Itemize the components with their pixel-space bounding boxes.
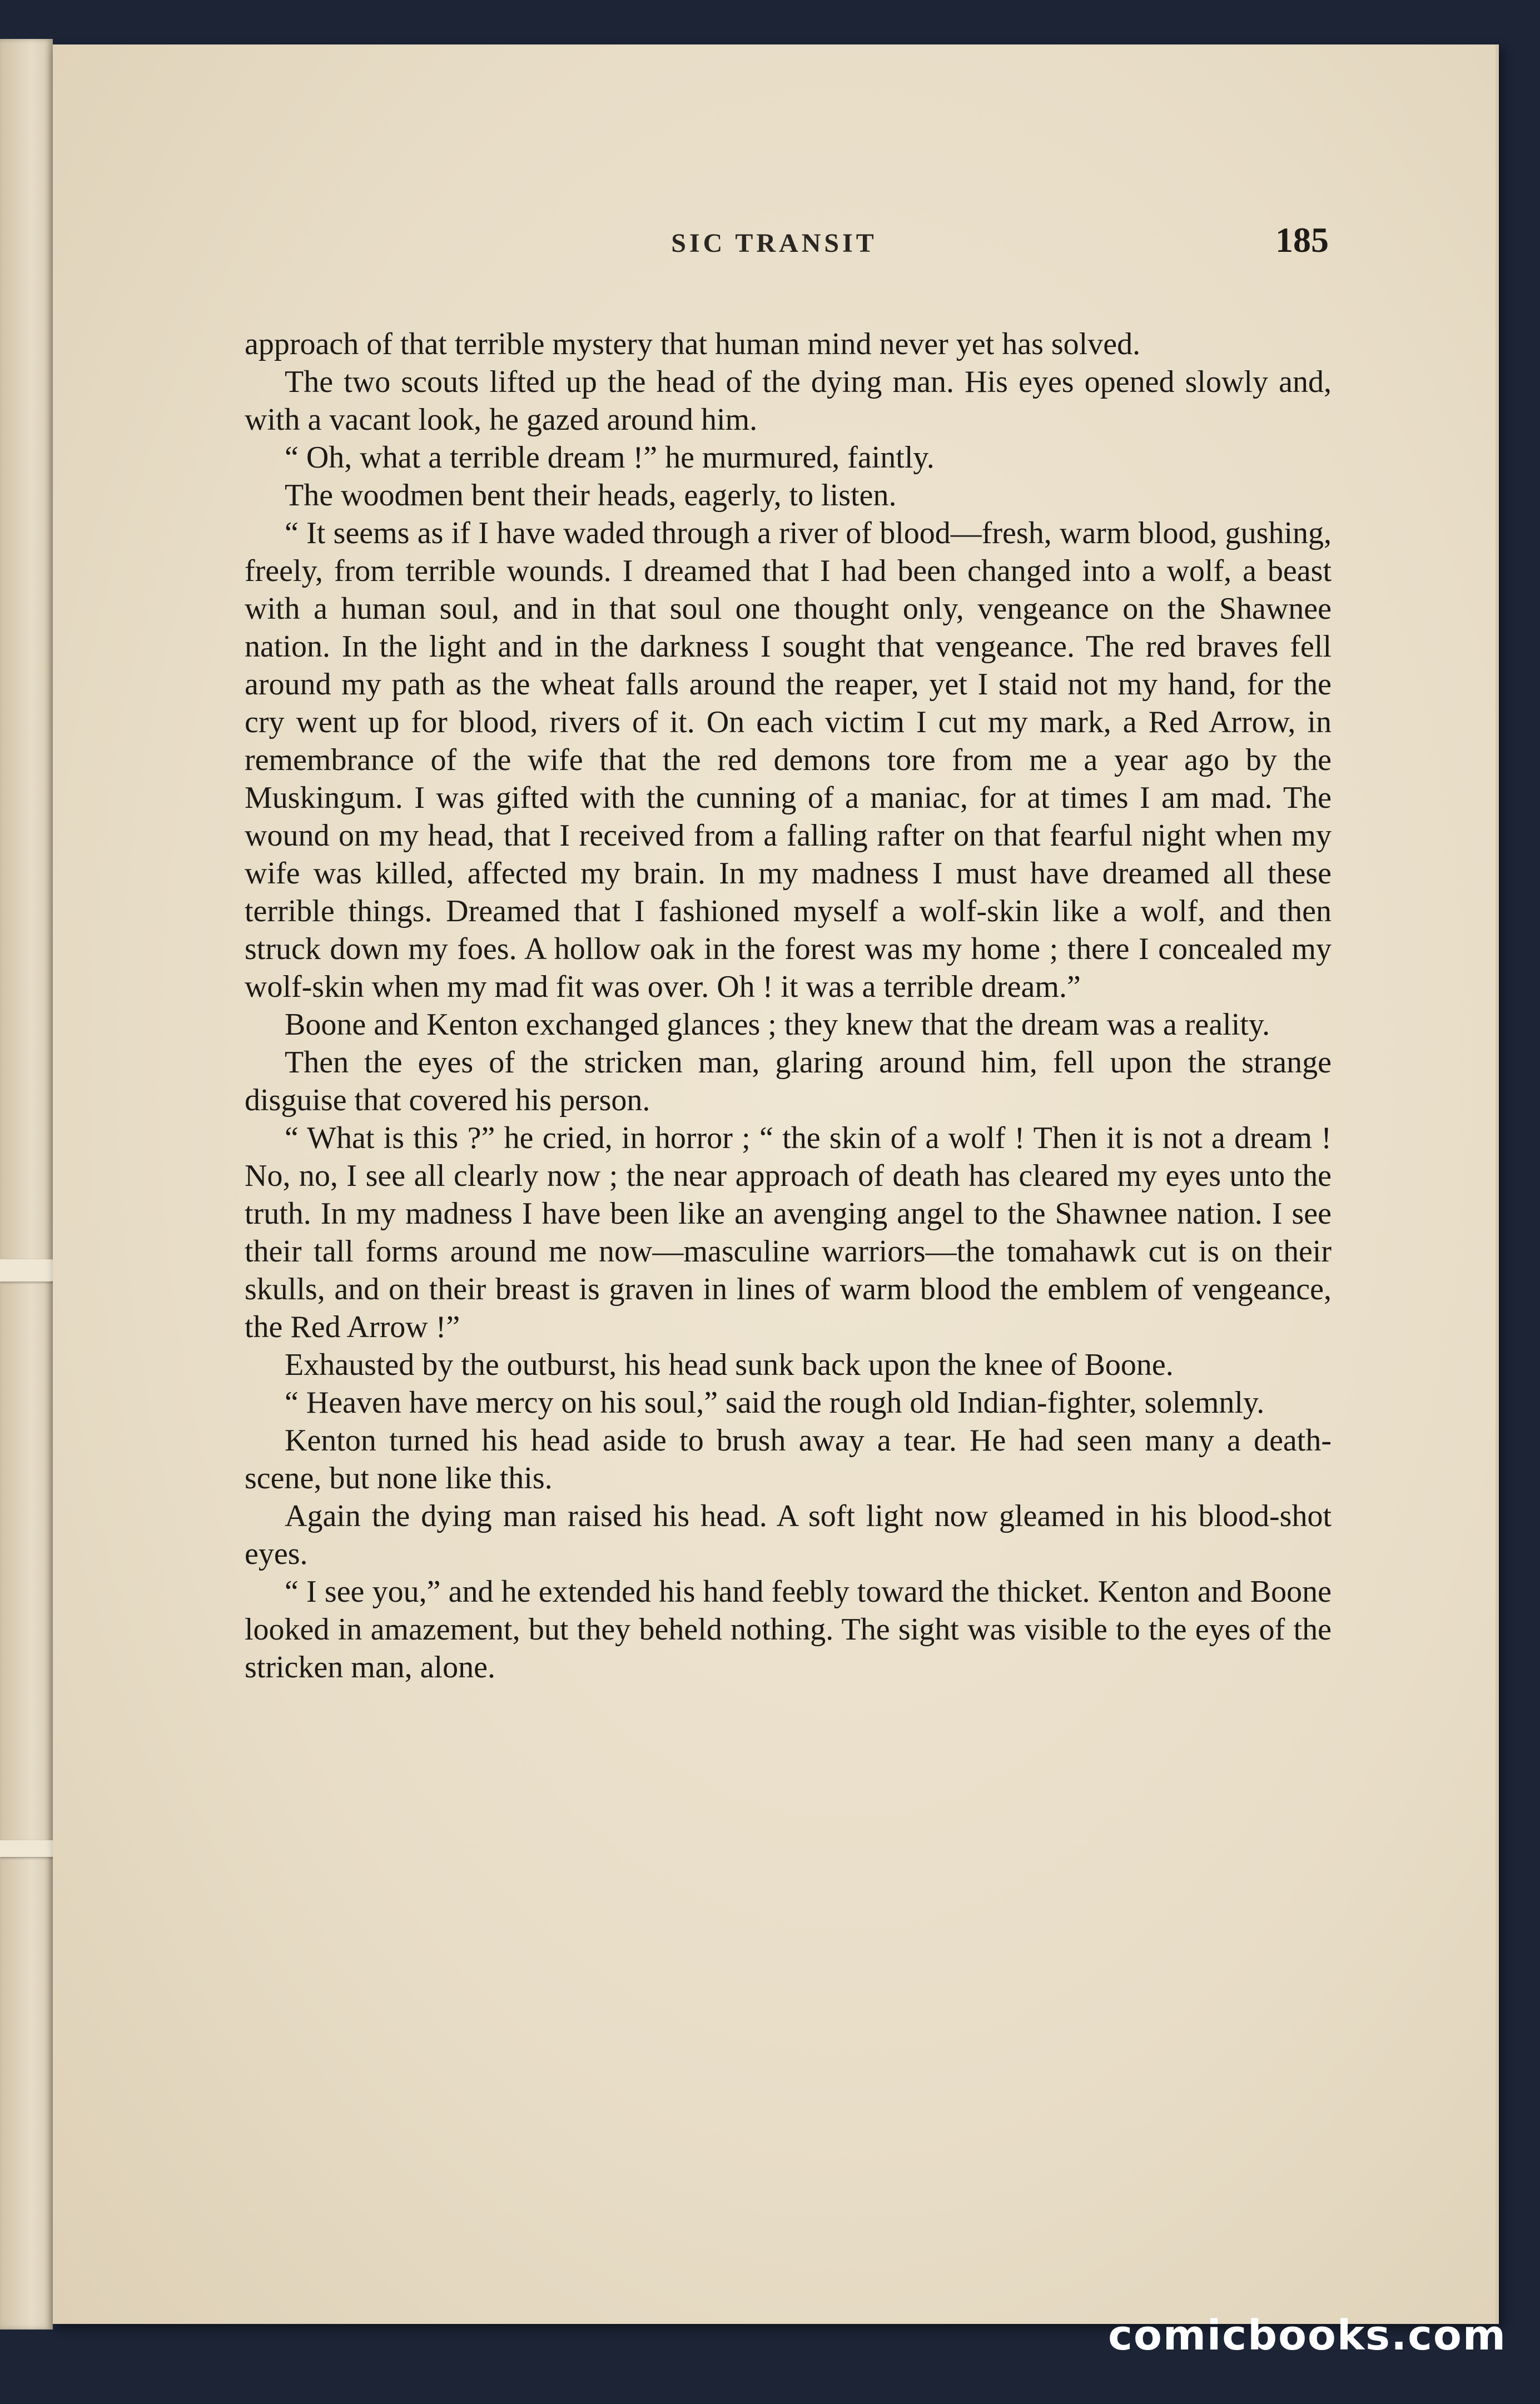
site-watermark: comicbooks.com [1108, 2312, 1507, 2360]
paragraph: “ I see you,” and he extended his hand feebly toward the thicket. Kenton and Boone looked in amazement, but they beheld nothing. The sight was visible to the eyes of the stricken man, alone. [245, 1574, 1332, 1685]
body-text [245, 325, 1332, 1686]
paragraph: The two scouts lifted up the head of the dying man. His eyes opened slowly and, with a vacant look, he gazed around him. [245, 365, 1332, 437]
page-number: 185 [1275, 220, 1329, 260]
paragraph: Boone and Kenton exchanged glances ; they knew that the dream was a reality. [285, 1007, 1270, 1042]
running-title: SIC TRANSIT [671, 229, 877, 258]
paragraph: Again the dying man raised his head. A soft light now gleamed in his blood-shot eyes. [245, 1499, 1332, 1571]
paragraph: “ It seems as if I have waded through a river of blood—fresh, warm blood, gushing, freely, from terrible wounds. I dreamed that I had been changed into a wolf, a beast with a human soul, and in that soul one thought only, vengeance on the Shawnee nation. In the light and in the darkness I sought that vengeance. The red braves fell around my path as the wheat falls around the reaper, yet I staid not my hand, for the cry went up for blood, rivers of it. On each victim I cut my mark, a Red Arrow, in remembrance of the wife that the red demons tore from me a year ago by the Muskingum. I was gifted with the cunning of a maniac, for at times I am mad. The wound on my head, that I received from a falling rafter on that fearful night when my wife was killed, affected my brain. In my madness I must have dreamed all these terrible things. Dreamed that I fashioned myself a wolf-skin like a wolf, and then struck down my foes. A hollow oak in the forest was my home ; there I concealed my wolf-skin when my mad fit was over. Oh ! it was a terrible dream.” [245, 516, 1332, 1004]
paragraph: The woodmen bent their heads, eagerly, to listen. [285, 478, 897, 513]
binding-stitch [0, 1259, 61, 1282]
binding-stitch [0, 1840, 61, 1857]
paragraph: approach of that terrible mystery that human mind never yet has solved. [245, 327, 1141, 361]
paragraph: “ Oh, what a terrible dream !” he murmured, faintly. [285, 440, 935, 475]
paragraph: “ What is this ?” he cried, in horror ; “ the skin of a wolf ! Then it is not a dream ! No, no, I see all clearly now ; the near approach of death has cleared my eyes unto the truth. In my madness I have been like an avenging angel to the Shawnee nation. I see their tall forms around me now—masculine warriors—the tomahawk cut is on their skulls, and on their breast is graven in lines of warm blood the emblem of vengeance, the Red Arrow !” [245, 1121, 1332, 1344]
book-page [53, 44, 1499, 2324]
paragraph: Kenton turned his head aside to brush away a tear. He had seen many a death-scene, but none like this. [245, 1423, 1332, 1496]
paragraph: “ Heaven have mercy on his soul,” said the rough old Indian-fighter, solemnly. [285, 1385, 1265, 1420]
paragraph: Exhausted by the outburst, his head sunk back upon the knee of Boone. [285, 1348, 1174, 1382]
running-head [53, 211, 1496, 278]
paragraph: Then the eyes of the stricken man, glaring around him, fell upon the strange disguise that covered his person. [245, 1045, 1332, 1117]
book-spine [0, 39, 53, 2330]
